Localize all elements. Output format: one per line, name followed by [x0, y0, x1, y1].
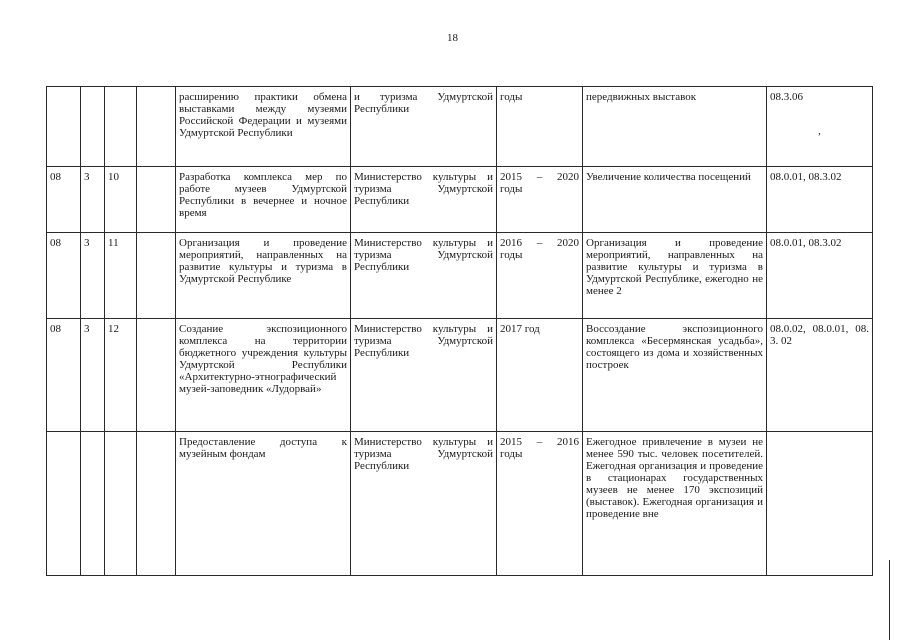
result-cell: передвижных выставок: [583, 87, 767, 167]
code-pp-cell: 3: [81, 319, 105, 432]
code-m-cell: [137, 87, 176, 167]
code-gp-cell: 08: [47, 167, 81, 233]
page-number: 18: [447, 32, 458, 44]
period-cell: 2015 – 2020 годы: [497, 167, 583, 233]
code-m-cell: [137, 319, 176, 432]
indicator-cell: [767, 432, 873, 576]
indicator-cell: 08.0.02, 08.0.01, 08. 3. 02: [767, 319, 873, 432]
code-pp-cell: [81, 87, 105, 167]
table-row: [47, 233, 873, 319]
program-measures-table: [46, 86, 873, 576]
indicator-text: 08.3.06: [770, 91, 803, 103]
result-cell: Ежегодное привлечение в музеи не менее 590 тыс. человек посетителей. Ежегодная организация и проведение в стационарах государственных музеев не менее 170 экспозиций (выставок). Ежегодная организация и проведение вне: [583, 432, 767, 576]
code-m-cell: [137, 432, 176, 576]
result-cell: Воссоздание экспозиционного комплекса «Бесермянская усадьба», состоящего из дома и хозяйственных построек: [583, 319, 767, 432]
handwritten-mark: ,: [818, 125, 821, 137]
result-cell: Организация и проведение мероприятий, направленных на развитие культуры и туризма в Удмуртской Республике, ежегодно не менее 2: [583, 233, 767, 319]
period-cell: 2017 год: [497, 319, 583, 432]
code-gp-cell: 08: [47, 319, 81, 432]
code-pp-cell: 3: [81, 167, 105, 233]
code-om-cell: 12: [105, 319, 137, 432]
code-om-cell: 11: [105, 233, 137, 319]
executor-cell: Министерство культуры и туризма Удмуртской Республики: [351, 233, 497, 319]
table-row: [47, 87, 873, 167]
period-cell: 2015 – 2016 годы: [497, 432, 583, 576]
code-m-cell: [137, 167, 176, 233]
code-m-cell: [137, 233, 176, 319]
indicator-cell: [767, 87, 873, 167]
table-row: [47, 319, 873, 432]
measure-cell: Создание экспозиционного комплекса на территории бюджетного учреждения культуры Удмуртской Республики «Архитектурно-этнографический музей-заповедник «Лудорвай»: [176, 319, 351, 432]
executor-cell: Министерство культуры и туризма Удмуртской Республики: [351, 319, 497, 432]
page-edge-line: [889, 560, 890, 640]
table-row: [47, 167, 873, 233]
code-om-cell: [105, 87, 137, 167]
period-cell: годы: [497, 87, 583, 167]
measure-cell: Разработка комплекса мер по работе музеев Удмуртской Республики в вечернее и ночное время: [176, 167, 351, 233]
code-pp-cell: 3: [81, 233, 105, 319]
code-gp-cell: [47, 432, 81, 576]
code-gp-cell: 08: [47, 233, 81, 319]
result-cell: Увеличение количества посещений: [583, 167, 767, 233]
code-gp-cell: [47, 87, 81, 167]
code-om-cell: [105, 432, 137, 576]
executor-cell: Министерство культуры и туризма Удмуртской Республики: [351, 167, 497, 233]
code-om-cell: 10: [105, 167, 137, 233]
executor-cell: Министерство культуры и туризма Удмуртской Республики: [351, 432, 497, 576]
table-row: [47, 432, 873, 576]
indicator-cell: 08.0.01, 08.3.02: [767, 167, 873, 233]
code-pp-cell: [81, 432, 105, 576]
period-cell: 2016 – 2020 годы: [497, 233, 583, 319]
indicator-cell: 08.0.01, 08.3.02: [767, 233, 873, 319]
measure-cell: расширению практики обмена выставками между музеями Российской Федерации и музеями Удмуртской Республики: [176, 87, 351, 167]
executor-cell: и туризма Удмуртской Республики: [351, 87, 497, 167]
measure-cell: Организация и проведение мероприятий, направленных на развитие культуры и туризма в Удмуртской Республике: [176, 233, 351, 319]
measure-cell: Предоставление доступа к музейным фондам: [176, 432, 351, 576]
